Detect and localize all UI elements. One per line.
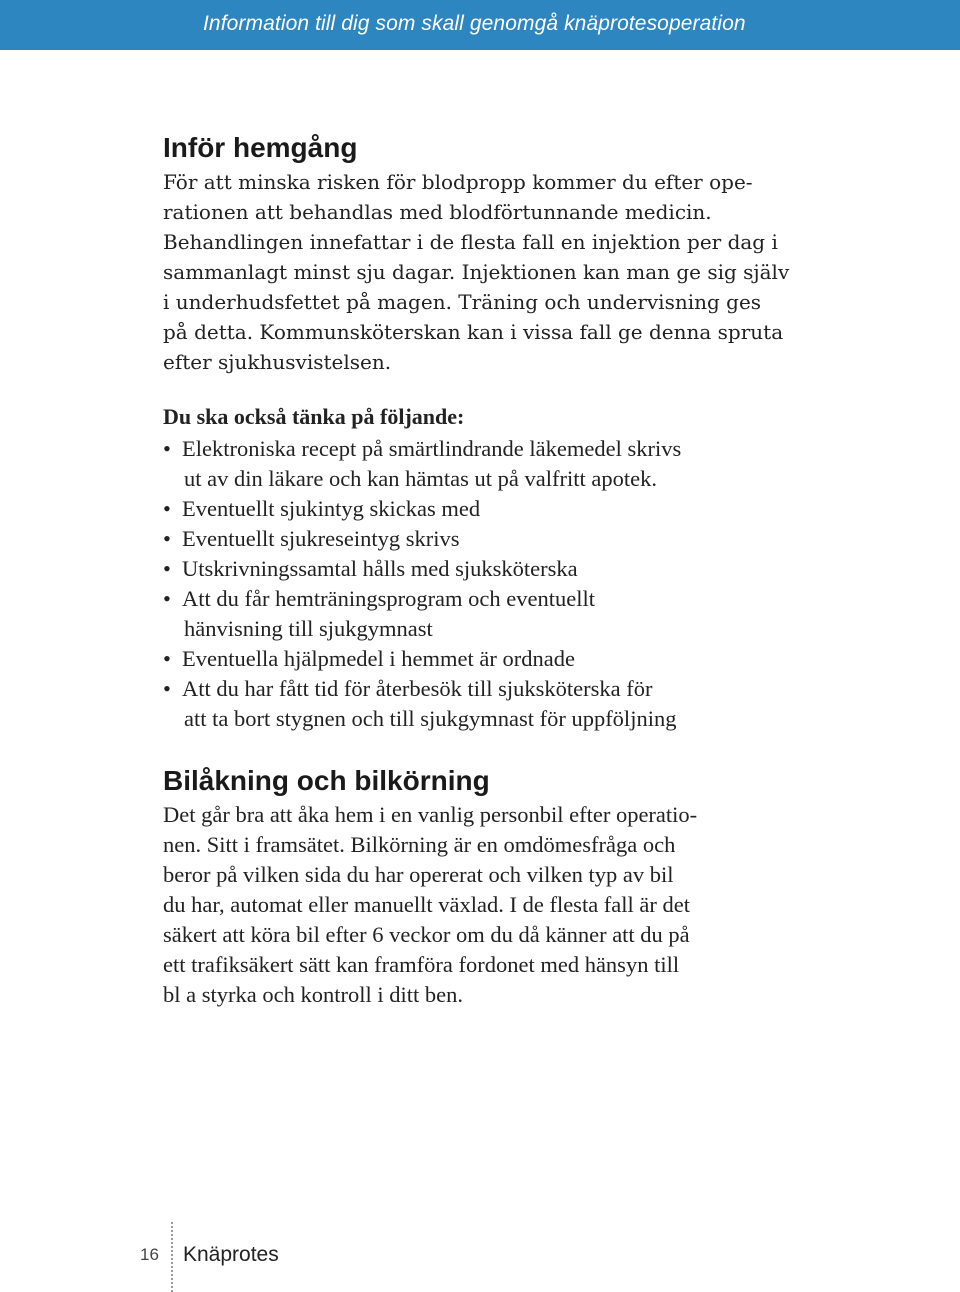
body-line: bl a styrka och kontroll i ditt ben.: [163, 982, 463, 1007]
list-item: [163, 434, 681, 494]
list-item-text-cont: att ta bort stygnen och till sjukgymnast för uppföljning: [184, 706, 677, 731]
list-item: [163, 584, 681, 644]
bullet-icon: •: [163, 496, 171, 521]
section-body-hemgang: [163, 167, 789, 377]
body-line: beror på vilken sida du har opererat och vilken typ av bil: [163, 862, 674, 887]
list-item: [163, 674, 681, 734]
body-line: rationen att behandlas med blodförtunnande medicin.: [163, 200, 712, 224]
checklist-heading: Du ska också tänka på följande:: [163, 404, 465, 429]
list-item-text: Utskrivningssamtal hålls med sjuksköterska: [182, 556, 578, 581]
body-line: i underhudsfettet på magen. Träning och undervisning ges: [163, 290, 762, 314]
list-item-text: Att du får hemträningsprogram och eventuellt: [182, 586, 595, 611]
list-item-text-cont: ut av din läkare och kan hämtas ut på valfritt apotek.: [184, 466, 657, 491]
footer-label: Knäprotes: [183, 1243, 279, 1266]
bullet-icon: •: [163, 556, 171, 581]
body-line: efter sjukhusvistelsen.: [163, 350, 392, 374]
checklist: [163, 434, 681, 734]
bullet-icon: •: [163, 586, 171, 611]
body-line: på detta. Kommunsköterskan kan i vissa fall ge denna spruta: [163, 320, 784, 344]
list-item: [163, 524, 681, 554]
list-item-text-cont: hänvisning till sjukgymnast: [184, 616, 433, 641]
list-item-text: Att du har fått tid för återbesök till sjuksköterska för: [182, 676, 653, 701]
bullet-icon: •: [163, 676, 171, 701]
body-line: För att minska risken för blodpropp kommer du efter ope-: [163, 170, 753, 194]
list-item-text: Elektroniska recept på smärtlindrande läkemedel skrivs: [182, 436, 682, 461]
list-item: [163, 554, 681, 584]
section-heading-hemgang: Inför hemgång: [163, 132, 358, 163]
body-line: du har, automat eller manuellt växlad. I de flesta fall är det: [163, 892, 691, 917]
body-line: säkert att köra bil efter 6 veckor om du då känner att du på: [163, 922, 690, 947]
bullet-icon: •: [163, 646, 171, 671]
list-item-text: Eventuellt sjukreseintyg skrivs: [182, 526, 460, 551]
body-line: ett trafiksäkert sätt kan framföra fordonet med hänsyn till: [163, 952, 680, 977]
header-title: Information till dig som skall genomgå knäprotesoperation: [203, 12, 746, 35]
bullet-icon: •: [163, 526, 171, 551]
list-item: [163, 644, 681, 674]
body-line: nen. Sitt i framsätet. Bilkörning är en omdömesfråga och: [163, 832, 676, 857]
section-heading-bilakning: Bilåkning och bilkörning: [163, 765, 490, 796]
list-item-text: Eventuella hjälpmedel i hemmet är ordnade: [182, 646, 575, 671]
body-line: Behandlingen innefattar i de flesta fall en injektion per dag i: [163, 230, 778, 254]
footer-divider: [171, 1222, 173, 1292]
body-line: sammanlagt minst sju dagar. Injektionen kan man ge sig själv: [163, 260, 790, 284]
list-item: [163, 494, 681, 524]
section-body-bilakning: [163, 800, 697, 1010]
bullet-icon: •: [163, 436, 171, 461]
page-number: 16: [140, 1245, 159, 1264]
list-item-text: Eventuellt sjukintyg skickas med: [182, 496, 481, 521]
body-line: Det går bra att åka hem i en vanlig personbil efter operatio-: [163, 802, 698, 827]
